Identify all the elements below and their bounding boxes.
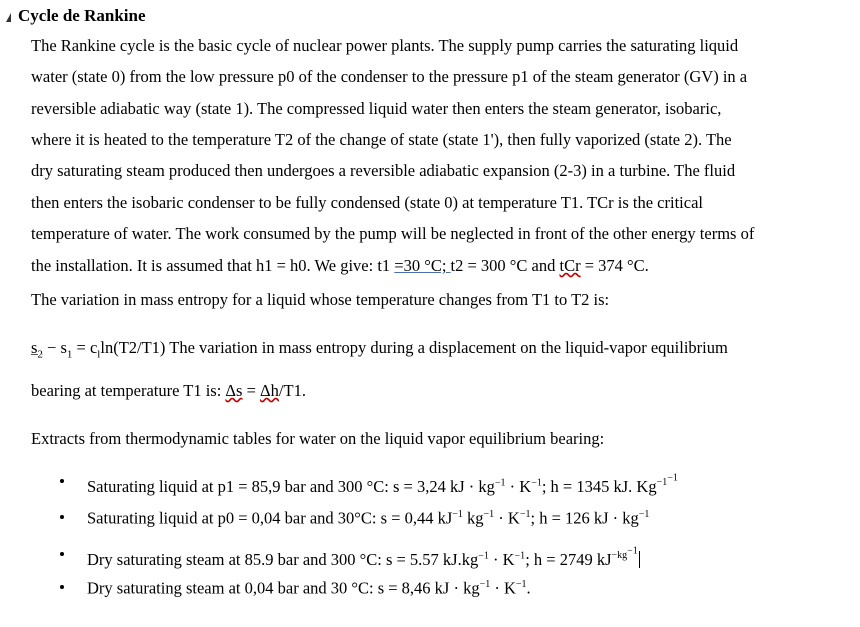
list-item: Saturating liquid at p0 = 0,04 bar and 30°C: s = 0,44 $kJ^{-1}$ $kg^{-1} \cdot K^{-1}$; h = 126 kJ · $kg^{-1}$	[87, 508, 650, 528]
bullet-icon	[60, 585, 64, 589]
delta-s: Δs	[225, 381, 243, 400]
section-heading[interactable]	[6, 6, 146, 26]
given-prefix: the installation. It is assumed that h1 = h0. We give: t1	[31, 256, 395, 275]
collapse-triangle-icon[interactable]	[6, 13, 11, 22]
intro-line: dry saturating steam produced then undergoes a reversible adiabatic expansion (2-3) in a turbine. The fluid	[31, 161, 736, 180]
list-item: Dry saturating steam at 85.9 bar and 300 °C: s = 5.57 $kJ.kg^{-1} \cdot K^{-1}$; h = 2749 $kJ^{-kg^{-1}}$	[87, 546, 638, 569]
formula-line: $s_2 - s_1 = c_l\ln(T2/T1)$ The variation in mass entropy during a displacement on the liquid-vapor equilibrium	[31, 338, 728, 361]
delta-h: Δh	[260, 381, 279, 400]
bearing-line: bearing at temperature T1 is: Δs = Δh/T1.	[31, 381, 306, 400]
tcr-value: = 374 °C.	[580, 256, 649, 275]
intro-line: reversible adiabatic way (state 1). The compressed liquid water then enters the steam generator, isobaric,	[31, 99, 722, 118]
bullet-icon	[60, 479, 64, 483]
intro-line: then enters the isobaric condenser to be fully condensed (state 0) at temperature T1. TCr is the critical	[31, 193, 703, 212]
list-item: Dry saturating steam at 0,04 bar and 30 °C: s = 8,46 kJ · $kg^{-1} \cdot K^{-1}$.	[87, 578, 531, 598]
given-values-line	[31, 256, 649, 276]
s2-symbol: $s_2$	[31, 338, 43, 361]
intro-line: where it is heated to the temperature T2 of the change of state (state 1'), then fully vaporized (state 2). The	[31, 130, 732, 149]
extracts-line: Extracts from thermodynamic tables for water on the liquid vapor equilibrium bearing:	[31, 429, 605, 448]
text-cursor	[639, 551, 640, 568]
tcr-label: tCr	[559, 256, 581, 275]
bullet-icon	[60, 552, 64, 556]
formula-text: ln(T2/T1) The variation in mass entropy during a displacement on the liquid-vapor equilibrium	[100, 338, 728, 357]
t1-value: =30 °C;	[394, 256, 451, 275]
list-item: Saturating liquid at p1 = 85,9 bar and 300 °C: s = 3,24 kJ · $kg^{-1} \cdot K^{-1}$; h = 1345 kJ. $Kg^{-1^{-1}}$	[87, 473, 678, 496]
t2-value: t2 = 300 °C and	[450, 256, 560, 275]
intro-line: The Rankine cycle is the basic cycle of nuclear power plants. The supply pump carries the saturating liquid	[31, 36, 739, 55]
intro-line: temperature of water. The work consumed by the pump will be neglected in front of the other energy terms of	[31, 224, 755, 243]
section-title: Cycle de Rankine	[18, 6, 146, 25]
intro-line: water (state 0) from the low pressure p0 of the condenser to the pressure p1 of the steam generator (GV) in a	[31, 67, 748, 86]
variation-line: The variation in mass entropy for a liquid whose temperature changes from T1 to T2 is:	[31, 290, 610, 309]
bullet-icon	[60, 515, 64, 519]
